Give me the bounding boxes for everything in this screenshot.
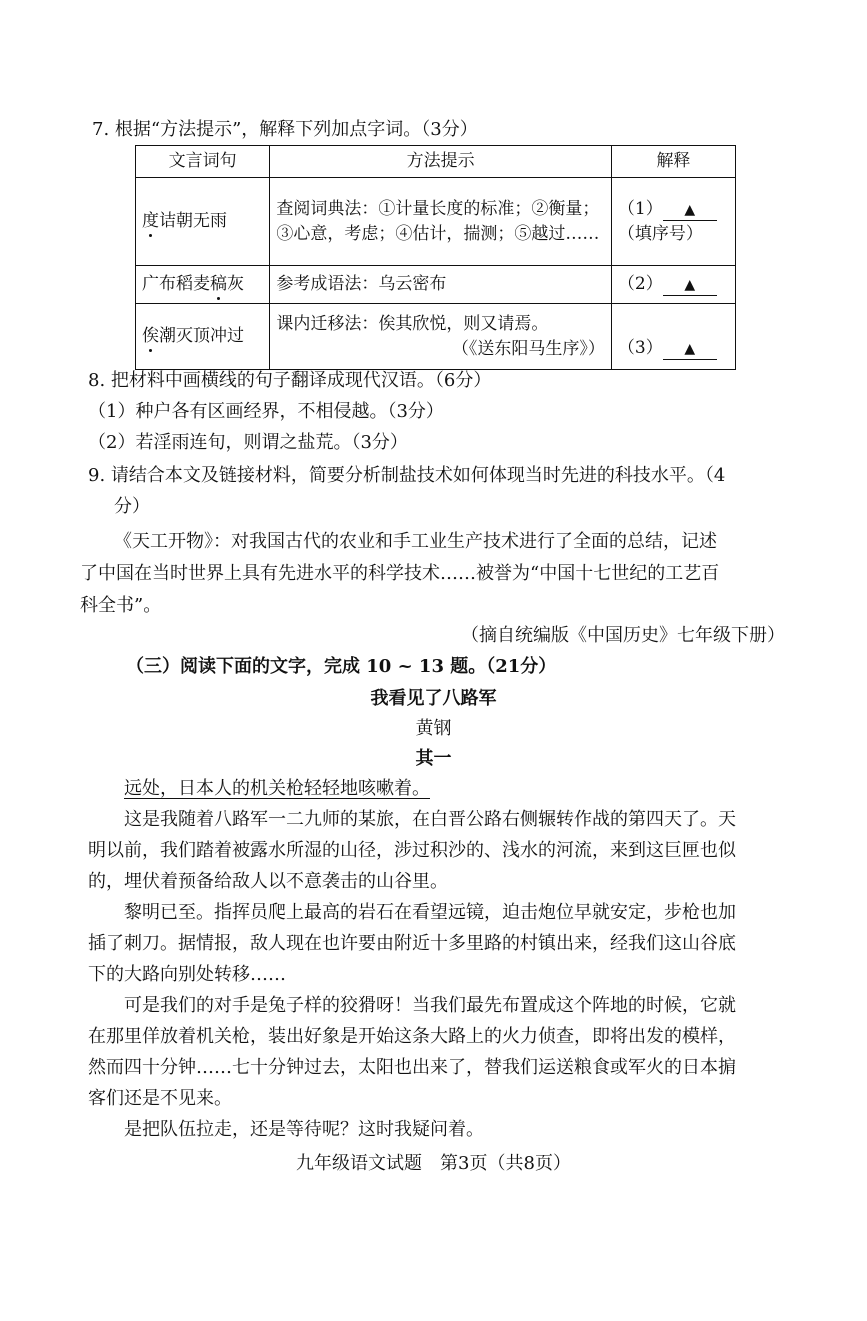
triangle-icon: ▲ [684, 341, 696, 357]
link-material-line: 科全书”。 [80, 595, 162, 616]
phrase-text: 诘朝无雨 [159, 211, 227, 231]
answer-cell [611, 266, 735, 304]
triangle-icon: ▲ [684, 201, 696, 218]
q7-stem: 7. 根据“方法提示”，解释下列加点字词。（3分） [92, 119, 478, 140]
answer-cell [611, 304, 735, 370]
article-author: 黄钢 [415, 718, 452, 739]
answer-blank[interactable] [663, 274, 717, 296]
paragraph-line: 可是我们的对手是兔子样的狡猾呀！当我们最先布置成这个阵地的时候，它就 [124, 995, 736, 1016]
hint-cell: 参考成语法：乌云密布 [270, 266, 612, 304]
link-source: （摘自统编版《中国历史》七年级下册） [461, 625, 785, 646]
paragraph-line: 下的大路向别处转移…… [88, 964, 286, 985]
triangle-icon: ▲ [684, 277, 696, 293]
dotted-char: 度 [142, 211, 159, 231]
table-row [136, 266, 736, 304]
paragraph-line: 是把队伍拉走，还是等待呢？这时我疑问着。 [124, 1119, 484, 1140]
q7-table [135, 145, 736, 370]
article-part: 其一 [415, 748, 452, 769]
paragraph-line: 在那里佯放着机关枪，装出好象是开始这条大路上的火力侦查，即将出发的模样， [88, 1026, 736, 1047]
paragraph-line: 明以前，我们踏着被露水所湿的山径，涉过积沙的、浅水的河流，来到这巨匣也似 [88, 840, 736, 861]
paragraph-line: 然而四十分钟……七十分钟过去，太阳也出来了，替我们运送粮食或军火的日本掮 [88, 1057, 736, 1078]
paragraph-line: 客们还是不见来。 [88, 1088, 232, 1109]
phrase-text: 广布稻麦 [142, 274, 210, 294]
answer-label: （2） [617, 274, 663, 294]
paragraph-line: 黎明已至。指挥员爬上最高的岩石在看望远镜，迫击炮位早就安定，步枪也加 [124, 902, 736, 923]
header-cell: 方法提示 [270, 146, 612, 178]
paragraph-line: 的，埋伏着预备给敌人以不意袭击的山谷里。 [88, 871, 448, 892]
header-cell: 文言词句 [136, 146, 270, 178]
table-row [136, 178, 736, 266]
paragraph-line: 这是我随着八路军一二九师的某旅，在白晋公路右侧辗转作战的第四天了。天 [124, 809, 736, 830]
hint-cell: 查阅词典法：①计量长度的标准；②衡量；③心意，考虑；④估计，揣测；⑤越过…… [270, 178, 612, 266]
q9-stem-cont: 分） [114, 496, 150, 517]
answer-note: （填序号） [617, 223, 703, 244]
underlined-sentence: 远处，日本人的机关枪轻轻地咳嗽着。 [124, 778, 430, 799]
answer-cell [611, 178, 735, 266]
hint-text: 课内迁移法：俟其欣悦，则又请焉。 [276, 313, 549, 334]
hint-source: （《送东阳马生序》） [451, 338, 605, 359]
link-material-line: 《天工开物》：对我国古代的农业和手工业生产技术进行了全面的总结，记述 [114, 531, 717, 552]
page-footer: 九年级语文试题 第3页（共8页） [296, 1153, 571, 1174]
phrase-text: 灰 [227, 274, 244, 294]
phrase-cell [136, 304, 270, 370]
q8-stem: 8. 把材料中画横线的句子翻译成现代汉语。（6分） [88, 370, 492, 391]
dotted-char: 俟 [142, 326, 159, 346]
answer-blank[interactable] [663, 338, 717, 360]
table-header-row [136, 146, 736, 178]
link-material-line: 了中国在当时世界上具有先进水平的科学技术……被誉为“中国十七世纪的工艺百 [80, 563, 720, 584]
phrase-text: 潮灭顶冲过 [159, 326, 244, 346]
article-title: 我看见了八路军 [370, 688, 497, 709]
answer-label: （3） [617, 338, 663, 358]
phrase-cell [136, 266, 270, 304]
table-row [136, 304, 736, 370]
answer-blank[interactable] [663, 199, 717, 221]
q8-sentence-2: （2）若淫雨连旬，则谓之盐荒。（3分） [88, 432, 408, 453]
hint-cell [270, 304, 612, 370]
header-cell: 解释 [611, 146, 735, 178]
q8-sentence-1: （1）种户各有区画经界，不相侵越。（3分） [88, 401, 444, 422]
phrase-cell [136, 178, 270, 266]
paragraph-line: 插了刺刀。据情报，敌人现在也许要由附近十多里路的村镇出来，经我们这山谷底 [88, 933, 736, 954]
dotted-char: 稿 [210, 274, 227, 294]
section-heading: （三）阅读下面的文字，完成 10 ~ 13 题。（21分） [126, 656, 557, 677]
q9-stem: 9. 请结合本文及链接材料，简要分析制盐技术如何体现当时先进的科技水平。（4 [88, 465, 726, 486]
answer-label: （1） [617, 198, 663, 219]
